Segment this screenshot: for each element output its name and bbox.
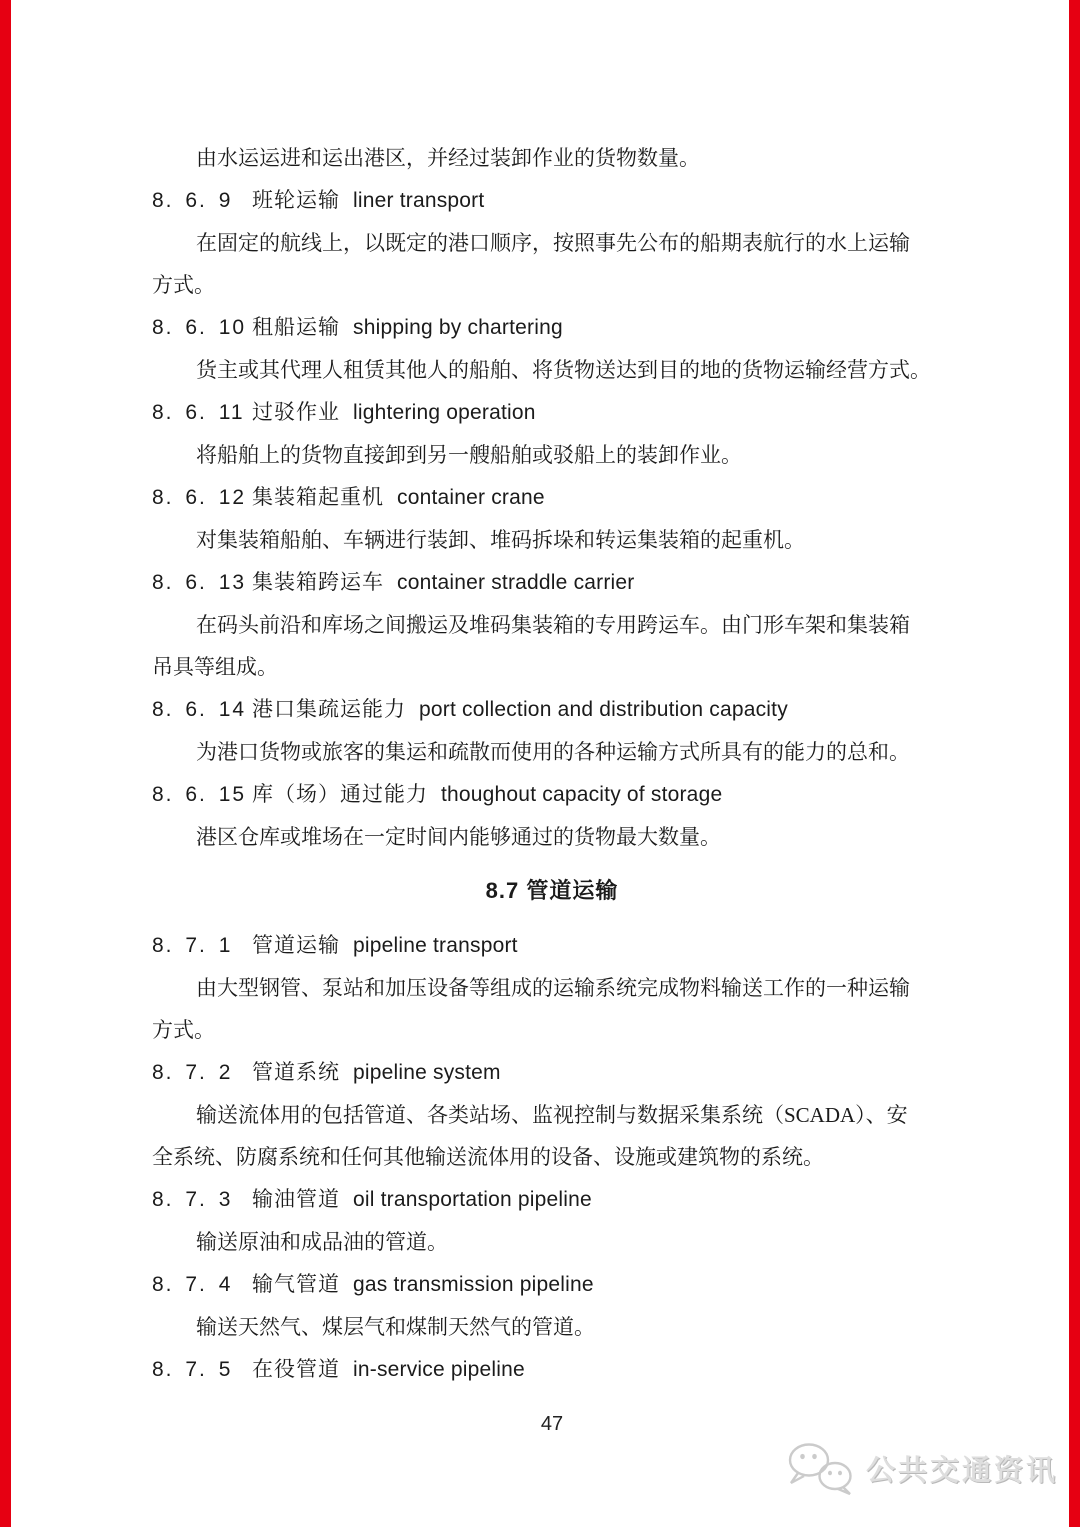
definition-8-6-10 — [152, 349, 952, 391]
term-number: 8. 6. 15 — [152, 783, 247, 806]
term-english: shipping by chartering — [353, 316, 563, 339]
text-line: 为港口货物或旅客的集运和疏散而使用的各种运输方式所具有的能力的总和。 — [196, 740, 910, 764]
section-heading-8-7 — [152, 870, 952, 912]
term-english: container straddle carrier — [397, 571, 635, 594]
definition-8-6-13 — [152, 604, 952, 688]
term-number: 8. 6. 11 — [152, 401, 245, 424]
term-chinese: 输油管道 — [252, 1187, 340, 1211]
watermark — [784, 1441, 1058, 1495]
text-line: 吊具等组成。 — [152, 655, 278, 679]
definition-8-6-15 — [152, 816, 952, 858]
text-line: 由大型钢管、泵站和加压设备等组成的运输系统完成物料输送工作的一种运输 — [196, 976, 910, 1000]
left-red-border — [0, 0, 11, 1527]
definition-8-7-3 — [152, 1221, 952, 1263]
term-8-6-14 — [152, 688, 952, 731]
term-english: oil transportation pipeline — [353, 1188, 592, 1211]
term-english: lightering operation — [353, 401, 536, 424]
definition-8-7-1 — [152, 967, 952, 1051]
wechat-icon — [784, 1441, 858, 1495]
term-number: 8. 6. 9 — [152, 189, 233, 212]
term-english: pipeline system — [353, 1061, 501, 1084]
definition-8-6-11 — [152, 434, 952, 476]
text-line: 输送原油和成品油的管道。 — [196, 1230, 448, 1254]
definition-8-6-14 — [152, 731, 952, 773]
term-number: 8. 6. 10 — [152, 316, 247, 339]
definition-8-6-12 — [152, 519, 952, 561]
term-number: 8. 7. 2 — [152, 1061, 233, 1084]
text-line: 对集装箱船舶、车辆进行装卸、堆码拆垛和转运集装箱的起重机。 — [196, 528, 805, 552]
term-chinese: 集装箱跨运车 — [252, 570, 384, 594]
term-chinese: 库（场）通过能力 — [252, 782, 428, 806]
text-line: 全系统、防腐系统和任何其他输送流体用的设备、设施或建筑物的系统。 — [152, 1145, 824, 1169]
term-8-6-13 — [152, 561, 952, 604]
term-8-7-2 — [152, 1051, 952, 1094]
term-chinese: 管道运输 — [252, 933, 340, 957]
term-chinese: 班轮运输 — [252, 188, 340, 212]
term-number: 8. 6. 12 — [152, 486, 247, 509]
term-8-7-5 — [152, 1348, 952, 1391]
definition-8-7-4 — [152, 1306, 952, 1348]
text-line: 货主或其代理人租赁其他人的船舶、将货物送达到目的地的货物运输经营方式。 — [196, 358, 931, 382]
text-line: 输送流体用的包括管道、各类站场、监视控制与数据采集系统（SCADA）、安 — [196, 1103, 908, 1127]
term-8-7-4 — [152, 1263, 952, 1306]
term-number: 8. 7. 5 — [152, 1358, 233, 1381]
section-number: 8.7 — [485, 878, 520, 903]
term-english: container crane — [397, 486, 545, 509]
definition-8-6-9 — [152, 222, 952, 306]
term-chinese: 租船运输 — [252, 315, 340, 339]
term-english: gas transmission pipeline — [353, 1273, 594, 1296]
term-number: 8. 6. 13 — [152, 571, 247, 594]
text-line: 在固定的航线上，以既定的港口顺序，按照事先公布的船期表航行的水上运输 — [196, 231, 910, 255]
term-8-6-9 — [152, 179, 952, 222]
term-8-6-12 — [152, 476, 952, 519]
term-english: pipeline transport — [353, 934, 518, 957]
right-red-border — [1069, 0, 1080, 1527]
watermark-label: 公共交通资讯 — [865, 1454, 1058, 1487]
text-line: 将船舶上的货物直接卸到另一艘船舶或驳船上的装卸作业。 — [196, 443, 742, 467]
definition-8-6-8-continued — [152, 137, 952, 179]
term-chinese: 管道系统 — [252, 1060, 340, 1084]
page-number: 47 — [540, 1413, 564, 1435]
text-line: 方式。 — [152, 1018, 215, 1042]
text-line: 在码头前沿和库场之间搬运及堆码集装箱的专用跨运车。由门形车架和集装箱 — [196, 613, 910, 637]
text-line: 方式。 — [152, 273, 215, 297]
term-english: liner transport — [353, 189, 485, 212]
text-line: 输送天然气、煤层气和煤制天然气的管道。 — [196, 1315, 595, 1339]
document-page — [152, 137, 952, 1445]
term-8-7-3 — [152, 1178, 952, 1221]
term-8-6-10 — [152, 306, 952, 349]
term-number: 8. 7. 4 — [152, 1273, 233, 1296]
term-english: port collection and distribution capacity — [419, 698, 788, 721]
term-chinese: 过驳作业 — [252, 400, 340, 424]
term-8-6-15 — [152, 773, 952, 816]
term-number: 8. 6. 14 — [152, 698, 247, 721]
term-8-7-1 — [152, 924, 952, 967]
term-8-6-11 — [152, 391, 952, 434]
term-english: in-service pipeline — [353, 1358, 525, 1381]
term-chinese: 港口集疏运能力 — [252, 697, 406, 721]
section-title: 管道运输 — [526, 878, 619, 903]
term-number: 8. 7. 3 — [152, 1188, 233, 1211]
text-line: 港区仓库或堆场在一定时间内能够通过的货物最大数量。 — [196, 825, 721, 849]
text-line: 由水运运进和运出港区，并经过装卸作业的货物数量。 — [196, 146, 700, 170]
term-number: 8. 7. 1 — [152, 934, 233, 957]
term-english: thoughout capacity of storage — [441, 783, 723, 806]
term-chinese: 输气管道 — [252, 1272, 340, 1296]
term-chinese: 集装箱起重机 — [252, 485, 384, 509]
definition-8-7-2 — [152, 1094, 952, 1178]
term-chinese: 在役管道 — [252, 1357, 340, 1381]
